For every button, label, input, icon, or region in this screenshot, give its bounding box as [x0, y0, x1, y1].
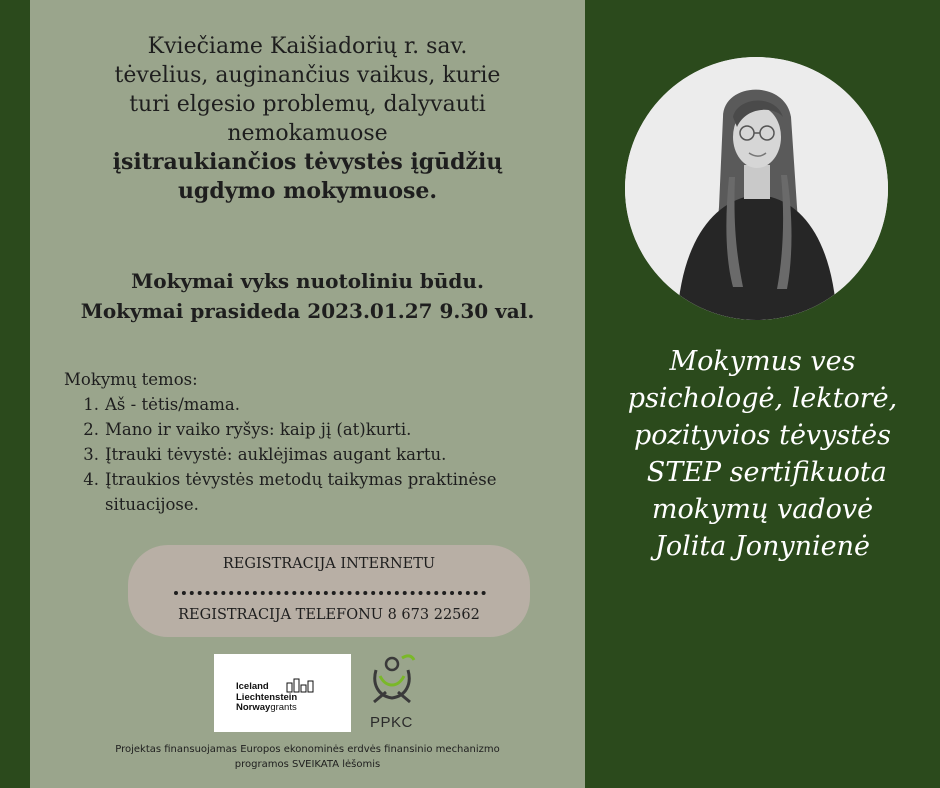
list-number: 4. [83, 470, 99, 489]
invitation-line: nemokamuose [227, 121, 388, 146]
list-item [64, 417, 564, 442]
list-number: 3. [83, 445, 99, 464]
ppkc-logo [368, 650, 422, 740]
invitation-line: Kviečiame Kaišiadorių r. sav. [147, 34, 468, 59]
registration-phone: REGISTRACIJA TELEFONU 8 673 22562 [178, 607, 480, 623]
eea-grants-logo [214, 654, 351, 732]
info-panel [30, 0, 585, 788]
invitation-line: tėvelius, auginančius vaikus, kurie [114, 63, 501, 88]
funding-note [30, 742, 585, 772]
lecturer-info [585, 343, 940, 565]
lecturer-photo [625, 57, 888, 320]
eea-grants-mark-icon [286, 677, 314, 693]
topics-list [64, 367, 564, 517]
schedule-text [30, 266, 585, 326]
logo-text: Liechtenstein [236, 691, 298, 703]
list-number: 2. [83, 420, 99, 439]
lecturer-panel [585, 0, 940, 788]
funding-line: programos SVEIKATA lėšomis [234, 759, 381, 770]
logo-text: Norway [236, 702, 271, 713]
dotted-divider [174, 591, 486, 595]
lecturer-line: Mokymus ves [669, 346, 856, 377]
funding-line: Projektas finansuojamas Europos ekonominės erdvės finansinio mechanizmo [115, 744, 500, 755]
topic-text: Aš - tėtis/mama. [105, 395, 240, 414]
invitation-text [30, 32, 585, 206]
topic-text: Įtrauki tėvystė: auklėjimas augant kartu. [105, 445, 447, 464]
topic-text: Mano ir vaiko ryšys: kaip jį (at)kurti. [105, 420, 412, 439]
list-number: 1. [83, 395, 99, 414]
ppkc-emblem-icon [368, 650, 422, 712]
registration-online-link[interactable]: REGISTRACIJA INTERNETU [222, 556, 436, 572]
lecturer-line: pozityvios tėvystės [634, 420, 891, 451]
registration-box [128, 545, 530, 637]
logo-text: Iceland [236, 681, 269, 692]
lecturer-portrait-image [625, 57, 888, 320]
lecturer-line: STEP sertifikuota [638, 457, 887, 488]
lecturer-line: mokymų vadovė [651, 494, 874, 525]
schedule-start: Mokymai prasideda 2023.01.27 9.30 val. [80, 299, 535, 323]
schedule-format: Mokymai vyks nuotoliniu būdu. [131, 269, 484, 293]
invitation-line: turi elgesio problemų, dalyvauti [129, 92, 486, 117]
list-item [64, 442, 564, 467]
topic-text: Įtraukios tėvystės metodų taikymas praktinėse situacijose. [105, 470, 497, 514]
lecturer-line: psichologė, lektorė, [627, 383, 898, 414]
list-item [64, 467, 564, 517]
topics-heading: Mokymų temos: [64, 370, 198, 389]
list-item [64, 392, 564, 417]
training-title: ugdymo mokymuose. [177, 178, 438, 204]
ppkc-wordmark: PPKC [370, 714, 413, 731]
logo-text: grants [270, 702, 297, 713]
lecturer-name: Jolita Jonynienė [655, 531, 870, 562]
training-title: įsitraukiančios tėvystės įgūdžių [112, 149, 503, 175]
